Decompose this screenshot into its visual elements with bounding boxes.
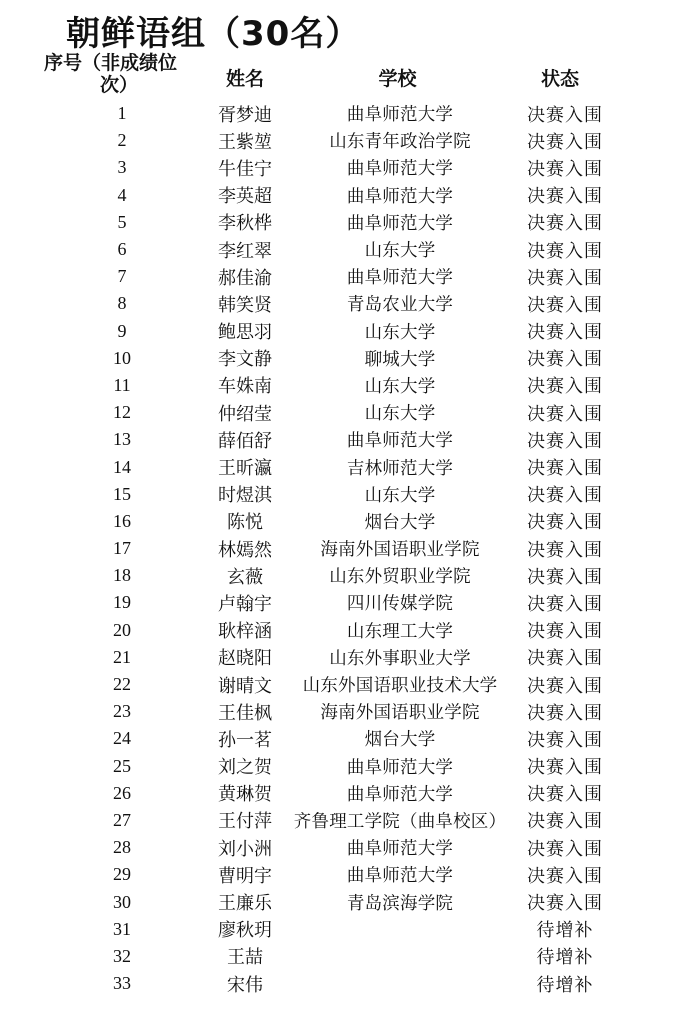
- table-row: [0, 372, 684, 399]
- row-school: 曲阜师范大学: [346, 757, 454, 778]
- row-school: 曲阜师范大学: [346, 105, 454, 126]
- row-status: 决赛入围: [527, 865, 603, 887]
- table-row: [0, 698, 684, 725]
- table-row: [0, 753, 684, 780]
- row-number: 3: [117, 157, 127, 178]
- table-row: [0, 453, 684, 480]
- table-row: [0, 209, 684, 236]
- table-row: [0, 290, 684, 317]
- row-status: 决赛入围: [527, 893, 603, 915]
- row-status: 决赛入围: [527, 430, 603, 452]
- row-name: 李红翠: [218, 240, 272, 262]
- row-status: 决赛入围: [527, 131, 603, 153]
- row-name: 仲绍莹: [218, 403, 272, 425]
- row-number: 15: [113, 483, 131, 504]
- row-status: 决赛入围: [527, 376, 603, 398]
- row-number: 21: [113, 646, 131, 667]
- row-number: 27: [113, 809, 131, 830]
- row-school: 青岛农业大学: [346, 295, 454, 316]
- table-row: [0, 916, 684, 943]
- row-school: 聊城大学: [364, 349, 436, 370]
- row-number: 17: [113, 538, 131, 559]
- row-name: 宋伟: [227, 974, 263, 996]
- table-row: [0, 263, 684, 290]
- table-row: [0, 345, 684, 372]
- row-name: 卢翰宇: [218, 593, 272, 615]
- row-name: 耿梓涵: [218, 621, 272, 643]
- row-school: 齐鲁理工学院（曲阜校区）: [293, 811, 507, 832]
- table-row: [0, 671, 684, 698]
- row-school: 曲阜师范大学: [346, 186, 454, 207]
- row-number: 30: [113, 891, 131, 912]
- row-school: 曲阜师范大学: [346, 839, 454, 860]
- row-school: 海南外国语职业学院: [320, 703, 480, 724]
- row-name: 韩笑贤: [218, 294, 272, 316]
- row-number: 24: [113, 728, 131, 749]
- row-name: 王佳枫: [218, 702, 272, 724]
- row-school: 四川传媒学院: [346, 594, 454, 615]
- row-status: 决赛入围: [527, 648, 603, 670]
- row-number: 28: [113, 837, 131, 858]
- row-name: 刘之贺: [218, 757, 272, 779]
- row-status: 决赛入围: [527, 267, 603, 289]
- table-row: [0, 725, 684, 752]
- table-row: [0, 508, 684, 535]
- header-name: 姓名: [225, 68, 264, 90]
- row-school: 山东大学: [364, 404, 436, 425]
- row-number: 7: [117, 266, 127, 287]
- row-number: 32: [113, 945, 131, 966]
- row-name: 王紫堃: [218, 131, 272, 153]
- row-status: 决赛入围: [527, 757, 603, 779]
- row-name: 胥梦迪: [218, 104, 272, 126]
- table-row: [0, 100, 684, 127]
- row-school: 吉林师范大学: [346, 458, 454, 479]
- table-row: [0, 318, 684, 345]
- row-name: 牛佳宁: [218, 158, 272, 180]
- row-status: 决赛入围: [527, 458, 603, 480]
- table-row: [0, 617, 684, 644]
- row-name: 赵晓阳: [218, 648, 272, 670]
- row-number: 5: [117, 211, 127, 232]
- row-number: 9: [117, 320, 127, 341]
- row-status: 决赛入围: [527, 675, 603, 697]
- row-name: 李秋桦: [218, 213, 272, 235]
- row-school: 山东外贸职业学院: [329, 567, 471, 588]
- table-row: [0, 562, 684, 589]
- row-number: 16: [113, 510, 131, 531]
- row-status: 决赛入围: [527, 539, 603, 561]
- table-row: [0, 834, 684, 861]
- row-number: 14: [113, 456, 131, 477]
- table-row: [0, 861, 684, 888]
- row-school: 山东理工大学: [346, 621, 454, 642]
- row-status: 决赛入围: [527, 702, 603, 724]
- row-status: 决赛入围: [527, 593, 603, 615]
- page-title: 朝鲜语组（30名）: [66, 14, 361, 54]
- row-school: 海南外国语职业学院: [320, 540, 480, 561]
- table-row: [0, 154, 684, 181]
- row-number: 4: [117, 184, 127, 205]
- row-name: 王昕瀛: [218, 458, 272, 480]
- header-seq-line2: 次）: [100, 74, 139, 96]
- row-name: 李英超: [218, 186, 272, 208]
- row-name: 李文静: [218, 349, 272, 371]
- table-row: [0, 970, 684, 997]
- row-school: 曲阜师范大学: [346, 866, 454, 887]
- row-name: 王廉乐: [218, 893, 272, 915]
- row-school: 曲阜师范大学: [346, 159, 454, 180]
- row-name: 孙一茗: [218, 729, 272, 751]
- row-status: 决赛入围: [527, 838, 603, 860]
- row-status: 待增补: [536, 947, 594, 969]
- row-name: 黄琳贺: [218, 784, 272, 806]
- row-school: 青岛滨海学院: [346, 893, 454, 914]
- row-school: 山东外事职业大学: [329, 648, 471, 669]
- row-number: 19: [113, 592, 131, 613]
- row-number: 2: [117, 130, 127, 151]
- table-row: [0, 807, 684, 834]
- row-status: 决赛入围: [527, 485, 603, 507]
- row-school: 山东外国语职业技术大学: [302, 676, 498, 697]
- table-row: [0, 236, 684, 263]
- table-row: [0, 535, 684, 562]
- row-status: 决赛入围: [527, 294, 603, 316]
- header-seq: [44, 52, 204, 96]
- row-status: 决赛入围: [527, 784, 603, 806]
- row-number: 25: [113, 755, 131, 776]
- row-status: 决赛入围: [527, 213, 603, 235]
- row-number: 31: [113, 918, 131, 939]
- row-number: 6: [117, 239, 127, 260]
- row-status: 决赛入围: [527, 811, 603, 833]
- table-row: [0, 780, 684, 807]
- row-number: 1: [117, 103, 127, 124]
- table-row: [0, 644, 684, 671]
- row-number: 10: [113, 347, 131, 368]
- row-name: 王喆: [227, 947, 263, 969]
- row-school: 曲阜师范大学: [346, 268, 454, 289]
- table-row: [0, 426, 684, 453]
- row-number: 20: [113, 619, 131, 640]
- row-number: 23: [113, 701, 131, 722]
- row-name: 刘小洲: [218, 838, 272, 860]
- row-school: 曲阜师范大学: [346, 784, 454, 805]
- table-row: [0, 399, 684, 426]
- row-number: 22: [113, 674, 131, 695]
- row-number: 18: [113, 565, 131, 586]
- row-status: 决赛入围: [527, 186, 603, 208]
- row-name: 王付萍: [218, 811, 272, 833]
- row-name: 薛佰舒: [218, 430, 272, 452]
- row-name: 时煜淇: [218, 485, 272, 507]
- row-school: 山东大学: [364, 241, 436, 262]
- table-row: [0, 589, 684, 616]
- row-number: 33: [113, 973, 131, 994]
- row-number: 26: [113, 782, 131, 803]
- row-school: 曲阜师范大学: [346, 213, 454, 234]
- row-school: 山东青年政治学院: [329, 132, 471, 153]
- row-status: 决赛入围: [527, 729, 603, 751]
- row-status: 决赛入围: [527, 158, 603, 180]
- row-status: 决赛入围: [527, 240, 603, 262]
- table-row: [0, 943, 684, 970]
- header-school: 学校: [378, 68, 417, 90]
- row-name: 陈悦: [227, 512, 263, 534]
- row-school: 烟台大学: [364, 730, 436, 751]
- row-name: 曹明宇: [218, 865, 272, 887]
- row-status: 决赛入围: [527, 322, 603, 344]
- row-status: 决赛入围: [527, 349, 603, 371]
- table-row: [0, 127, 684, 154]
- row-status: 决赛入围: [527, 104, 603, 126]
- header-status: 状态: [540, 68, 579, 90]
- header-seq-line1: 序号（非成绩位: [44, 52, 178, 74]
- row-name: 玄薇: [227, 566, 263, 588]
- row-name: 谢晴文: [218, 675, 272, 697]
- row-name: 廖秋玥: [218, 920, 272, 942]
- row-school: 山东大学: [364, 485, 436, 506]
- row-status: 决赛入围: [527, 566, 603, 588]
- row-number: 12: [113, 402, 131, 423]
- row-number: 11: [113, 374, 131, 395]
- row-status: 待增补: [536, 920, 594, 942]
- table-row: [0, 481, 684, 508]
- row-school: 山东大学: [364, 322, 436, 343]
- row-school: 曲阜师范大学: [346, 431, 454, 452]
- row-school: 烟台大学: [364, 512, 436, 533]
- row-name: 车姝南: [218, 376, 272, 398]
- row-name: 林嫣然: [218, 539, 272, 561]
- row-status: 待增补: [536, 974, 594, 996]
- row-number: 8: [117, 293, 127, 314]
- row-name: 鲍思羽: [218, 322, 272, 344]
- table-row: [0, 888, 684, 915]
- results-table: [0, 100, 684, 997]
- row-status: 决赛入围: [527, 621, 603, 643]
- row-school: 山东大学: [364, 376, 436, 397]
- row-number: 13: [113, 429, 131, 450]
- row-status: 决赛入围: [527, 512, 603, 534]
- row-status: 决赛入围: [527, 403, 603, 425]
- row-name: 郝佳渝: [218, 267, 272, 289]
- table-row: [0, 182, 684, 209]
- row-number: 29: [113, 864, 131, 885]
